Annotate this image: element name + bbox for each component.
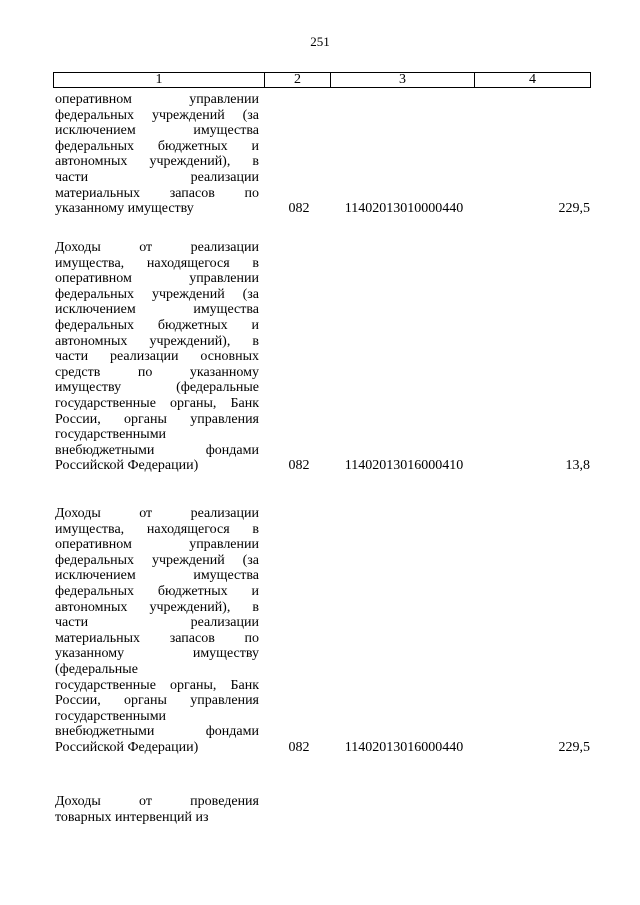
description-line: имущества, находящегося в — [55, 521, 259, 537]
amount: 229,5 — [558, 201, 590, 217]
page-number: 251 — [310, 34, 330, 49]
description-line: указанному имуществу — [55, 201, 194, 217]
description-line: России, органы управления — [55, 693, 259, 709]
description-line: части реализации — [55, 615, 259, 631]
column-header-2: 2 — [265, 73, 331, 87]
description-line: имуществу (федеральные — [55, 380, 259, 396]
admin-code: 082 — [288, 201, 310, 217]
description-line: Российской Федерации) — [55, 458, 199, 474]
description-line: указанному имуществу — [55, 646, 259, 662]
description-line: автономных учреждений), в — [55, 333, 259, 349]
description-line: государственными — [55, 427, 167, 443]
column-header-1: 1 — [54, 73, 265, 87]
amount: 229,5 — [558, 740, 590, 755]
description-line: материальных запасов по — [55, 185, 259, 201]
description-line: части реализации — [55, 169, 259, 185]
description-line: федеральных учреждений (за — [55, 286, 259, 302]
description-line: федеральных бюджетных и — [55, 583, 259, 599]
budget-class-code: 11402013010000440 — [344, 201, 464, 217]
description-line: внебюджетными фондами — [55, 724, 259, 740]
budget-class-code: 11402013016000410 — [344, 458, 464, 474]
description-line: Доходы от реализации — [55, 240, 259, 255]
description-line: федеральных бюджетных и — [55, 317, 259, 333]
row-description — [55, 506, 259, 756]
description-line: автономных учреждений), в — [55, 154, 259, 170]
description-line: Доходы от реализации — [55, 506, 259, 521]
description-line: государственными — [55, 708, 167, 724]
description-line: автономных учреждений), в — [55, 599, 259, 615]
description-line: исключением имущества — [55, 302, 259, 318]
description-line: исключением имущества — [55, 568, 259, 584]
description-line: части реализации основных — [55, 349, 259, 365]
column-header-3: 3 — [331, 73, 475, 87]
row-description — [55, 240, 259, 474]
description-line: средств по указанному — [55, 364, 259, 380]
description-line: государственные органы, Банк — [55, 677, 259, 693]
description-line: внебюджетными фондами — [55, 442, 259, 458]
description-line: имущества, находящегося в — [55, 255, 259, 271]
description-line: России, органы управления — [55, 411, 259, 427]
table-column-header — [53, 72, 591, 88]
column-header-4: 4 — [529, 72, 536, 87]
budget-class-code: 11402013016000440 — [344, 740, 464, 755]
description-line: Доходы от проведения — [55, 794, 259, 809]
description-line: товарных интервенций из — [55, 809, 209, 825]
row-description — [55, 92, 259, 217]
description-line: Российской Федерации) — [55, 739, 199, 755]
row-description — [55, 794, 259, 825]
description-line: материальных запасов по — [55, 630, 259, 646]
description-line: федеральных бюджетных и — [55, 138, 259, 154]
description-line: оперативном управлении — [55, 92, 259, 107]
description-line: оперативном управлении — [55, 271, 259, 287]
admin-code: 082 — [288, 458, 310, 474]
description-line: (федеральные — [55, 661, 138, 677]
description-line: государственные органы, Банк — [55, 395, 259, 411]
admin-code: 082 — [288, 740, 310, 755]
description-line: федеральных учреждений (за — [55, 552, 259, 568]
description-line: исключением имущества — [55, 123, 259, 139]
description-line: оперативном управлении — [55, 537, 259, 553]
description-line: федеральных учреждений (за — [55, 107, 259, 123]
amount: 13,8 — [565, 458, 590, 474]
